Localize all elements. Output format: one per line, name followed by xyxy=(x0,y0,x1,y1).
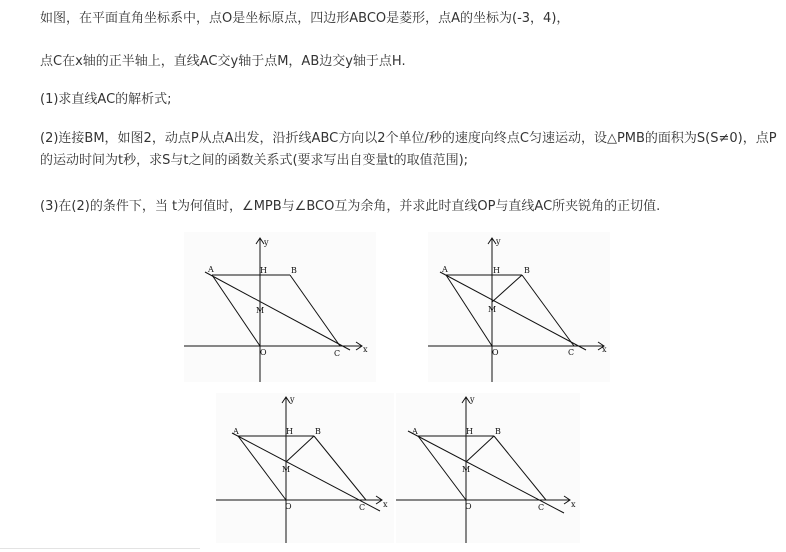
label-A: A xyxy=(442,265,448,274)
segment-BM xyxy=(286,436,314,462)
label-y: y xyxy=(290,395,295,404)
label-B: B xyxy=(524,266,530,275)
problem-part-3: (3)在(2)的条件下，当 t为何值时，∠MPB与∠BCO互为余角，并求此时直线OP与直线AC所夹锐角的正切值. xyxy=(40,199,661,214)
side-AO xyxy=(446,275,492,346)
label-H: H xyxy=(286,427,293,436)
label-O: O xyxy=(260,348,267,357)
label-C: C xyxy=(538,503,545,512)
label-x: x xyxy=(383,500,388,509)
figure-3 xyxy=(216,393,394,543)
label-A: A xyxy=(233,427,239,436)
figure-1-svg xyxy=(184,232,376,382)
label-M: M xyxy=(282,465,291,474)
side-BC xyxy=(522,275,574,346)
label-y: y xyxy=(264,238,269,247)
bottom-divider xyxy=(0,548,200,549)
side-AO xyxy=(418,436,466,500)
label-H: H xyxy=(493,266,500,275)
label-y: y xyxy=(496,237,501,246)
label-x: x xyxy=(363,345,368,354)
label-x: x xyxy=(571,500,576,509)
label-A: A xyxy=(208,265,214,274)
label-H: H xyxy=(260,266,267,275)
problem-part-2: (2)连接BM，如图2，动点P从点A出发，沿折线ABC方向以2个单位/秒的速度向终点C匀速运动，设△PMB的面积为S(S≠0)，点P的运动时间为t秒，求S与t之间的函数关系式(要求写出自变量t的取值范围); xyxy=(40,131,777,168)
figure-2-svg xyxy=(428,232,610,382)
figure-3-svg xyxy=(216,393,394,543)
segment-BM xyxy=(492,275,522,302)
label-x: x xyxy=(602,345,607,354)
label-A: A xyxy=(412,427,418,436)
problem-line-2: 点C在x轴的正半轴上，直线AC交y轴于点M，AB边交y轴于点H. xyxy=(40,54,406,69)
label-O: O xyxy=(285,502,292,511)
label-B: B xyxy=(495,427,501,436)
side-BC xyxy=(290,275,340,346)
label-C: C xyxy=(334,349,341,358)
label-B: B xyxy=(315,427,321,436)
side-AO xyxy=(212,275,260,346)
label-O: O xyxy=(492,348,499,357)
label-y: y xyxy=(470,395,475,404)
label-C: C xyxy=(359,503,366,512)
label-M: M xyxy=(256,306,265,315)
label-B: B xyxy=(291,266,297,275)
label-M: M xyxy=(462,465,471,474)
label-C: C xyxy=(568,348,575,357)
problem-line-1: 如图，在平面直角坐标系中，点O是坐标原点，四边形ABCO是菱形，点A的坐标为(-3，4)， xyxy=(40,11,570,26)
figure-2 xyxy=(428,232,610,382)
figure-1 xyxy=(184,232,376,382)
label-O: O xyxy=(465,502,472,511)
side-AO xyxy=(238,436,286,500)
figure-4-svg xyxy=(396,393,580,543)
segment-BM xyxy=(466,436,494,462)
figure-4 xyxy=(396,393,580,543)
problem-part-1: (1)求直线AC的解析式; xyxy=(40,92,172,107)
line-AC xyxy=(232,433,380,511)
line-AC xyxy=(205,272,350,350)
label-H: H xyxy=(466,427,473,436)
label-M: M xyxy=(488,305,497,314)
